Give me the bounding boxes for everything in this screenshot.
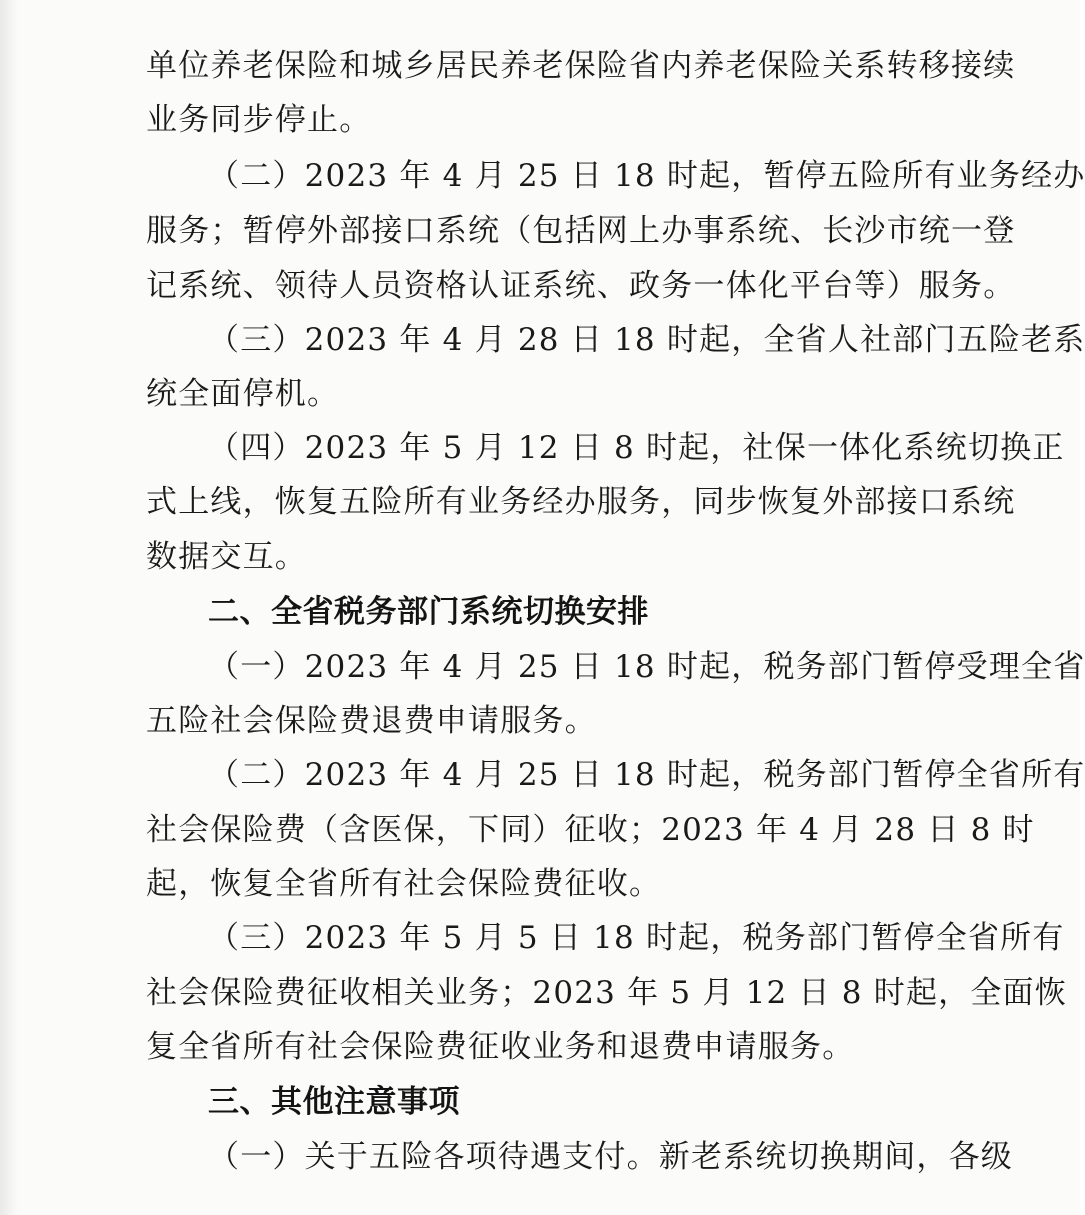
text-line-15: 社会保险费（含医保，下同）征收；2023 年 4 月 28 日 8 时 <box>146 812 1035 848</box>
text-line-17: （三）2023 年 5 月 5 日 18 时起，税务部门暂停全省所有 <box>208 920 1065 956</box>
text-line-4: 服务；暂停外部接口系统（包括网上办事系统、长沙市统一登 <box>146 213 1016 249</box>
text-line-7: 统全面停机。 <box>146 376 340 412</box>
page-edge-shadow <box>0 0 18 1215</box>
text-line-12: （一）2023 年 4 月 25 日 18 时起，税务部门暂停受理全省 <box>208 649 1085 685</box>
text-line-16: 起，恢复全省所有社会保险费征收。 <box>146 866 662 902</box>
text-line-13: 五险社会保险费退费申请服务。 <box>146 703 597 739</box>
text-line-21: （一）关于五险各项待遇支付。新老系统切换期间，各级 <box>208 1139 1013 1175</box>
text-line-9: 式上线，恢复五险所有业务经办服务，同步恢复外部接口系统 <box>146 484 1016 520</box>
text-line-14: （二）2023 年 4 月 25 日 18 时起，税务部门暂停全省所有 <box>208 757 1085 793</box>
section-heading-3: 三、其他注意事项 <box>208 1084 460 1120</box>
section-heading-2: 二、全省税务部门系统切换安排 <box>208 594 649 630</box>
text-line-5: 记系统、领待人员资格认证系统、政务一体化平台等）服务。 <box>146 268 1016 304</box>
text-line-3: （二）2023 年 4 月 25 日 18 时起，暂停五险所有业务经办 <box>208 158 1085 194</box>
text-line-6: （三）2023 年 4 月 28 日 18 时起，全省人社部门五险老系 <box>208 322 1085 358</box>
text-line-10: 数据交互。 <box>146 539 307 575</box>
text-line-18: 社会保险费征收相关业务；2023 年 5 月 12 日 8 时起，全面恢 <box>146 975 1067 1011</box>
text-line-1: 单位养老保险和城乡居民养老保险省内养老保险关系转移接续 <box>146 48 1016 84</box>
text-line-19: 复全省所有社会保险费征收业务和退费申请服务。 <box>146 1029 855 1065</box>
text-line-2: 业务同步停止。 <box>146 102 372 138</box>
text-line-8: （四）2023 年 5 月 12 日 8 时起，社保一体化系统切换正 <box>208 430 1065 466</box>
